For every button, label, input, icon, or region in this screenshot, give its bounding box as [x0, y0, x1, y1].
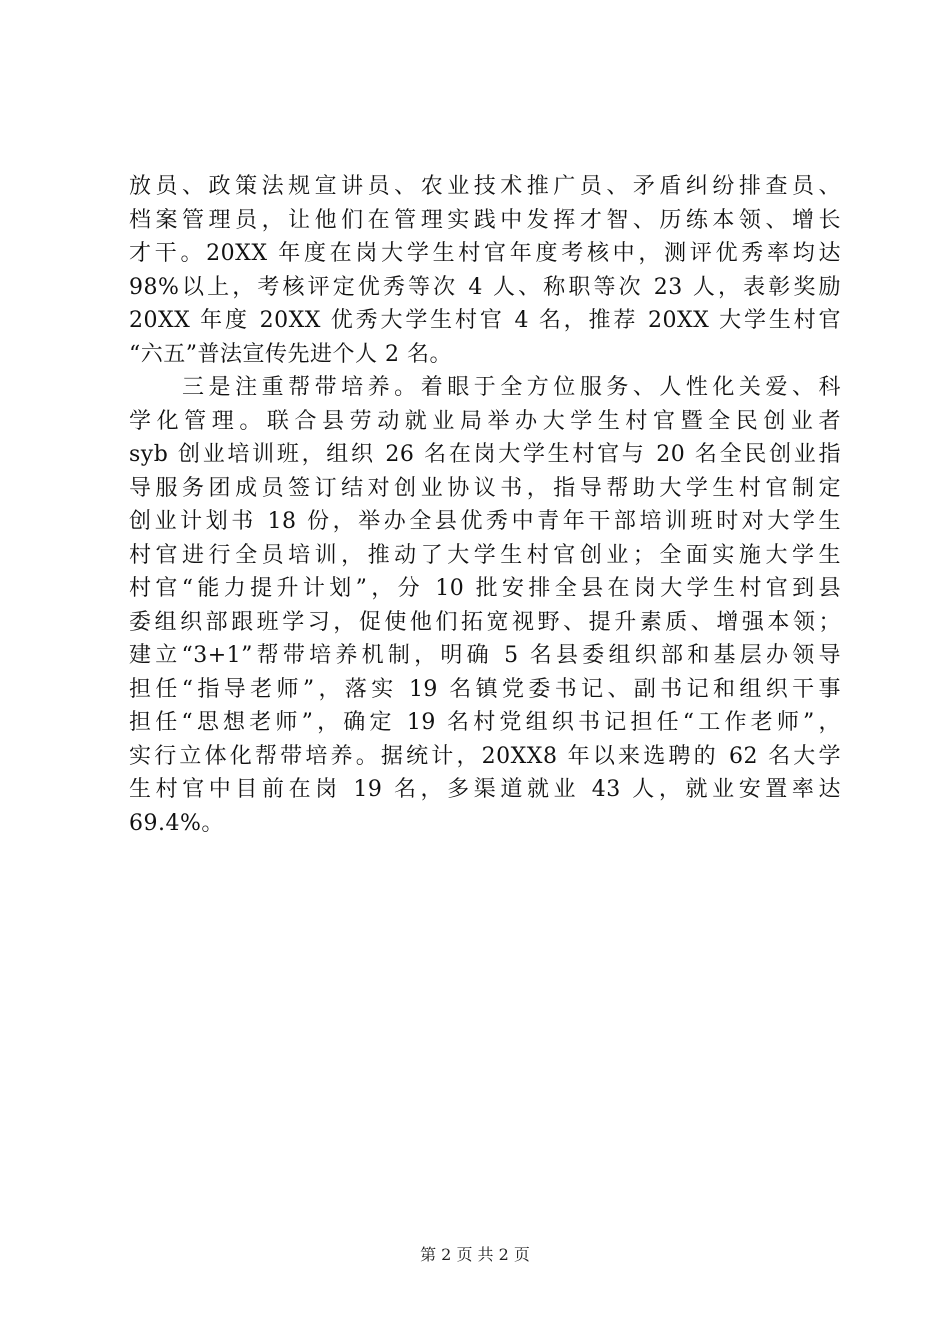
- paragraph-1: [129, 170, 841, 371]
- text-line: 三是注重帮带培养。着眼于全方位服务、人性化关爱、科: [129, 375, 841, 400]
- text-line: 村官“能力提升计划”，分 10 批安排全县在岗大学生村官到县: [129, 576, 841, 601]
- text-line: 20XX 年度 20XX 优秀大学生村官 4 名，推荐 20XX 大学生村官: [129, 308, 841, 333]
- text-line: syb 创业培训班，组织 26 名在岗大学生村官与 20 名全民创业指: [129, 442, 841, 467]
- page-footer: [0, 1245, 950, 1265]
- text-line: 创业计划书 18 份，举办全县优秀中青年干部培训班时对大学生: [129, 509, 841, 534]
- text-line: 放员、政策法规宣讲员、农业技术推广员、矛盾纠纷排查员、: [129, 174, 841, 199]
- text-line: 导服务团成员签订结对创业协议书，指导帮助大学生村官制定: [129, 475, 841, 501]
- text-line: 建立“3+1”帮带培养机制，明确 5 名县委组织部和基层办领导: [129, 643, 841, 668]
- text-line: “六五”普法宣传先进个人 2 名。: [129, 341, 452, 367]
- text-line: 档案管理员，让他们在管理实践中发挥才智、历练本领、增长: [129, 207, 841, 233]
- text-line: 实行立体化帮带培养。据统计，20XX8 年以来选聘的 62 名大学: [129, 743, 841, 769]
- paragraph-2: [129, 371, 841, 840]
- body-text: [129, 170, 841, 840]
- text-line: 村官进行全员培训，推动了大学生村官创业；全面实施大学生: [129, 542, 841, 568]
- text-line: 担任“指导老师”，落实 19 名镇党委书记、副书记和组织干事: [129, 676, 841, 702]
- text-line: 98%以上，考核评定优秀等次 4 人、称职等次 23 人，表彰奖励: [129, 274, 841, 300]
- text-line: 学化管理。联合县劳动就业局举办大学生村官暨全民创业者: [129, 408, 841, 434]
- text-line: 委组织部跟班学习，促使他们拓宽视野、提升素质、增强本领；: [129, 609, 841, 635]
- page-number: 第 2 页 共 2 页: [420, 1245, 530, 1264]
- text-line: 生村官中目前在岗 19 名，多渠道就业 43 人，就业安置率达: [129, 777, 841, 802]
- text-line: 才干。20XX 年度在岗大学生村官年度考核中，测评优秀率均达: [129, 241, 841, 266]
- text-line: 担任“思想老师”，确定 19 名村党组织书记担任“工作老师”，: [129, 710, 841, 735]
- text-line: 69.4%。: [129, 810, 224, 836]
